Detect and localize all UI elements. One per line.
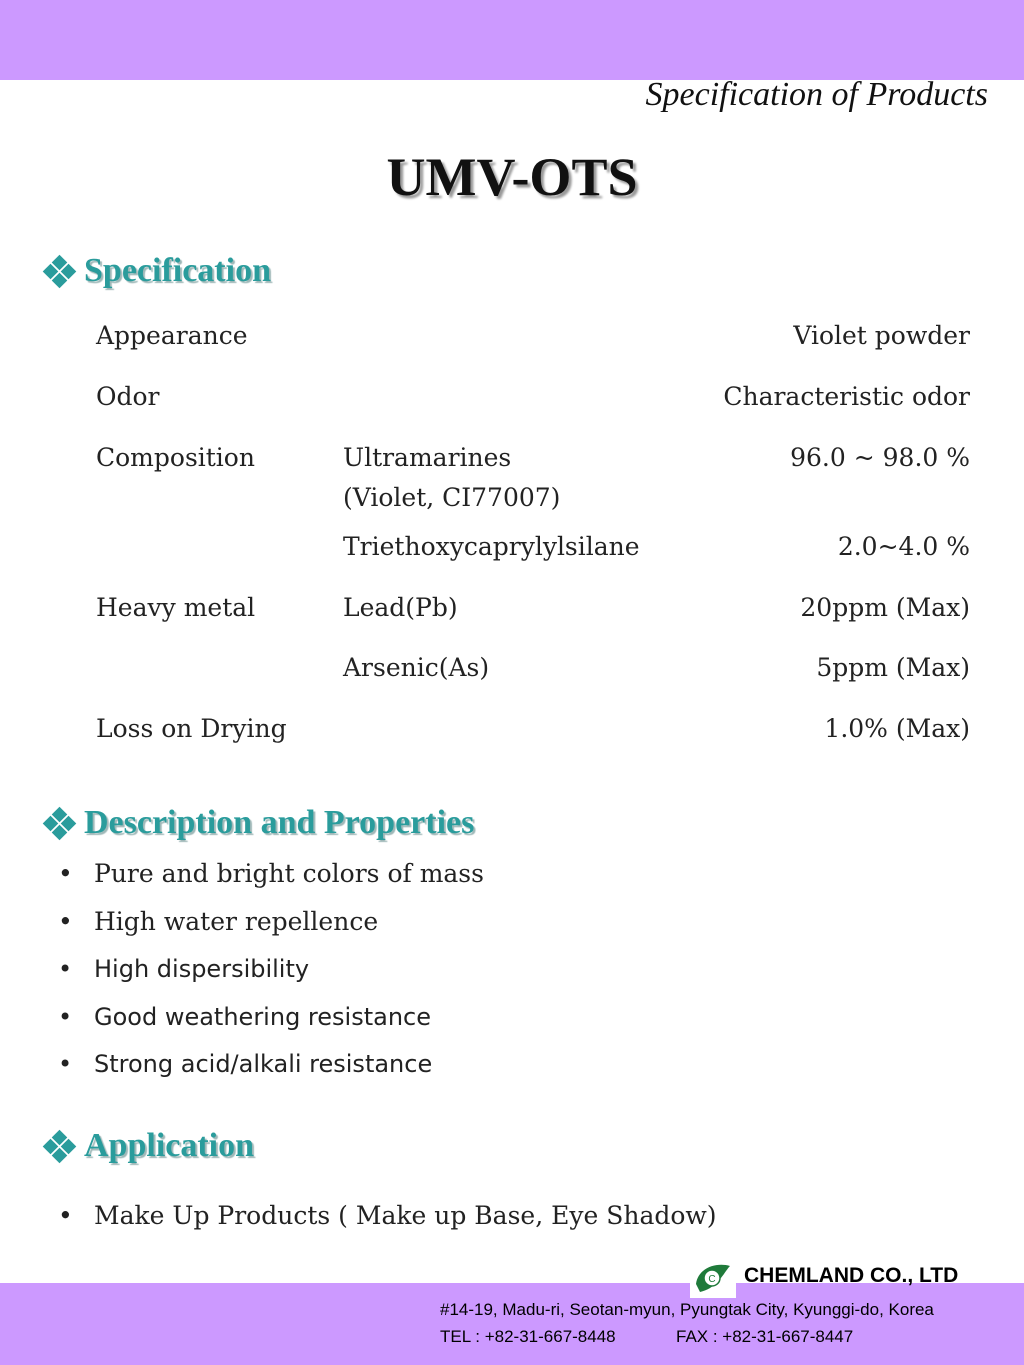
company-fax: FAX : +82-31-667-8447 [676,1327,854,1346]
list-item: • Strong acid/alkali resistance [58,1046,432,1082]
diamond-bullet-icon [44,256,74,286]
spec-item: Arsenic(As) [343,653,490,682]
spec-value: 2.0~4.0 % [837,532,970,561]
application-heading [44,1127,254,1165]
specification-heading [44,252,271,290]
spec-value: 5ppm (Max) [816,653,970,682]
spec-item: Ultramarines [343,443,512,472]
application-heading-text: Application [84,1127,255,1164]
top-band [0,0,1024,80]
company-phone: TEL : +82-31-667-8448 [440,1327,616,1346]
spec-label: Composition [96,443,255,472]
spec-label: Loss on Drying [96,714,287,743]
company-address: #14-19, Madu-ri, Seotan-myun, Pyungtak City, Kyunggi-do, Korea [440,1300,934,1319]
document-subtitle: Specification of Products [645,76,988,113]
bullet-icon: • [58,955,73,983]
list-item: • High water repellence [58,904,378,940]
list-item: • Good weathering resistance [58,999,431,1035]
list-item: • Pure and bright colors of mass [58,856,484,892]
diamond-bullet-icon [44,808,74,838]
bullet-icon: • [58,907,73,936]
spec-value: 1.0% (Max) [824,714,970,743]
product-title: UMV-OTS [386,147,638,207]
company-name: CHEMLAND CO., LTD [744,1264,959,1287]
spec-item: Lead(Pb) [343,593,458,622]
bullet-icon: • [58,1003,73,1031]
spec-item-detail: (Violet, CI77007) [343,483,561,512]
spec-value: 96.0 ~ 98.0 % [790,443,970,472]
bullet-icon: • [58,859,73,888]
bullet-icon: • [58,1201,73,1230]
svg-text:C: C [708,1274,716,1285]
spec-value: Characteristic odor [723,382,970,411]
spec-label: Heavy metal [96,593,256,622]
list-item: • Make Up Products ( Make up Base, Eye Shadow) [58,1198,717,1234]
spec-label: Appearance [96,321,248,350]
spec-value: Violet powder [793,321,970,350]
spec-item: Triethoxycaprylylsilane [343,532,640,561]
description-heading-text: Description and Properties [84,804,475,841]
diamond-bullet-icon [44,1131,74,1161]
bullet-icon: • [58,1050,73,1078]
bottom-band [0,1283,1024,1365]
list-item: • High dispersibility [58,951,309,987]
spec-value: 20ppm (Max) [800,593,970,622]
spec-label: Odor [96,382,160,411]
company-logo-icon [690,1258,736,1298]
specification-heading-text: Specification [84,252,271,289]
description-heading [44,804,474,842]
